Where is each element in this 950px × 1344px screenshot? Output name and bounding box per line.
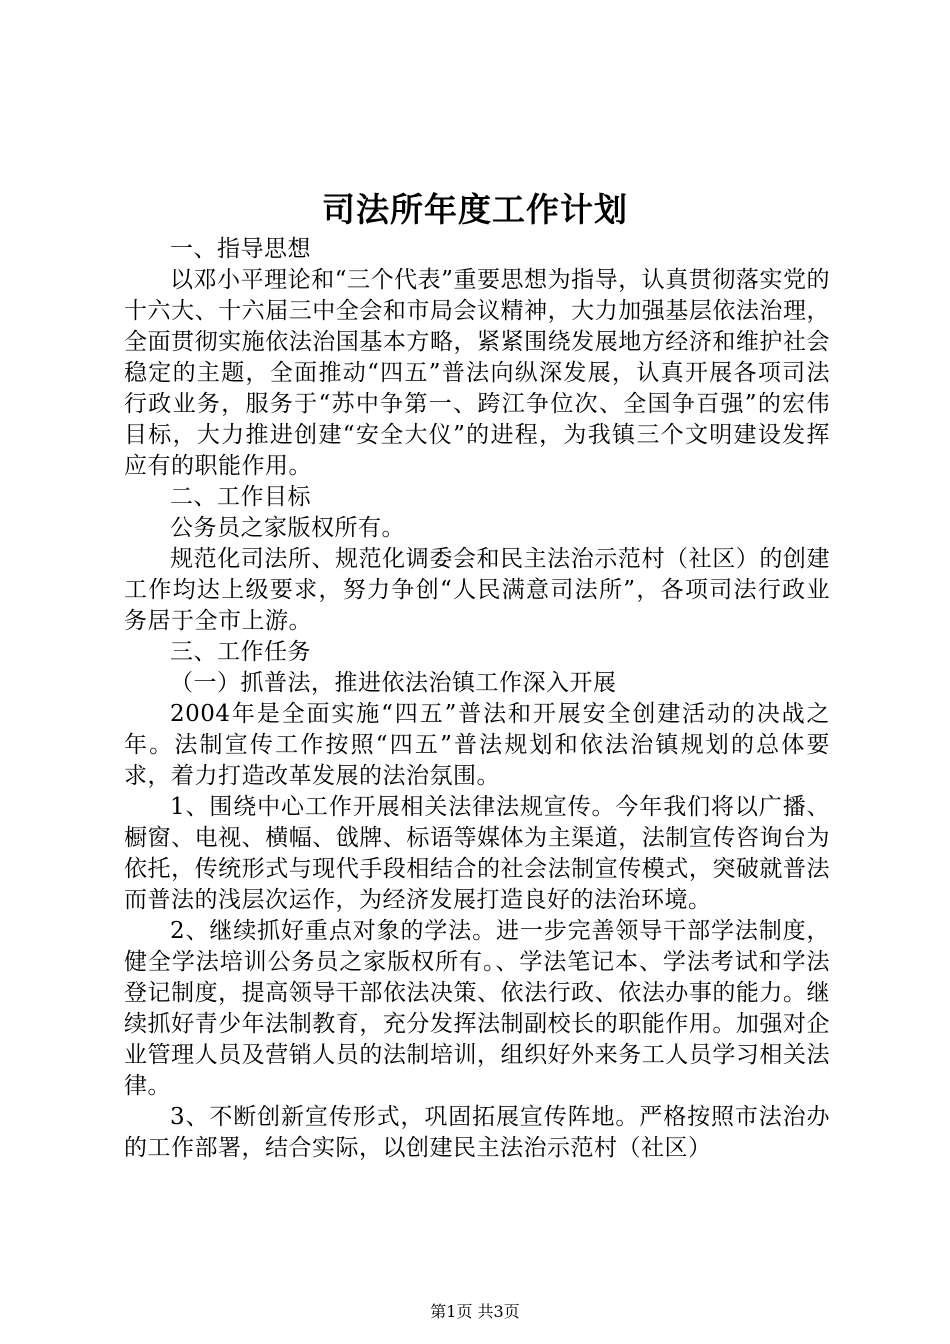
section-heading: 三、工作任务 xyxy=(170,639,311,665)
paragraph: 公务员之家版权所有。 xyxy=(170,515,405,541)
paragraph: 以邓小平理论和“三个代表”重要思想为指导，认真贯彻落实党的十六大、十六届三中全会和市局会议精神，大力加强基层依法治理，全面贯彻实施依法治国基本方略，紧紧围绕发展地方经济和维护社会稳定的主题，全面推动“四五”普法向纵深发展，认真开展各项司法行政业务，服务于“苏中争第一、跨江争位次、全国争百强”的宏伟目标，大力推进创建“安全大仪”的进程，为我镇三个文明建设发挥应有的职能作用。 xyxy=(124,267,830,479)
document-title: 司法所年度工作计划 xyxy=(322,190,628,229)
section-heading: 二、工作目标 xyxy=(170,484,311,510)
paragraph: 2004年是全面实施“四五”普法和开展安全创建活动的决战之年。法制宣传工作按照“四五”普法规划和依法治镇规划的总体要求，着力打造改革发展的法治氛围。 xyxy=(124,701,830,789)
paragraph: 3、不断创新宣传形式，巩固拓展宣传阵地。严格按照市法治办的工作部署，结合实际，以创建民主法治示范村（社区） xyxy=(124,1104,830,1161)
page-footer: 第1页 共3页 xyxy=(430,1302,520,1321)
paragraph: 规范化司法所、规范化调委会和民主法治示范村（社区）的创建工作均达上级要求，努力争创“人民满意司法所”，各项司法行政业务居于全市上游。 xyxy=(124,546,830,634)
section-heading: 一、指导思想 xyxy=(170,236,311,262)
subsection-heading: （一）抓普法，推进依法治镇工作深入开展 xyxy=(170,670,617,696)
paragraph: 2、继续抓好重点对象的学法。进一步完善领导干部学法制度，健全学法培训公务员之家版权所有。、学法笔记本、学法考试和学法登记制度，提高领导干部依法决策、依法行政、依法办事的能力。继续抓好青少年法制教育，充分发挥法制副校长的职能作用。加强对企业管理人员及营销人员的法制培训，组织好外来务工人员学习相关法律。 xyxy=(124,918,830,1099)
paragraph: 1、围绕中心工作开展相关法律法规宣传。今年我们将以广播、橱窗、电视、横幅、戗牌、标语等媒体为主渠道，法制宣传咨询台为依托，传统形式与现代手段相结合的社会法制宣传模式，突破就普法而普法的浅层次运作，为经济发展打造良好的法治环境。 xyxy=(124,794,830,913)
document-body xyxy=(124,234,830,1164)
